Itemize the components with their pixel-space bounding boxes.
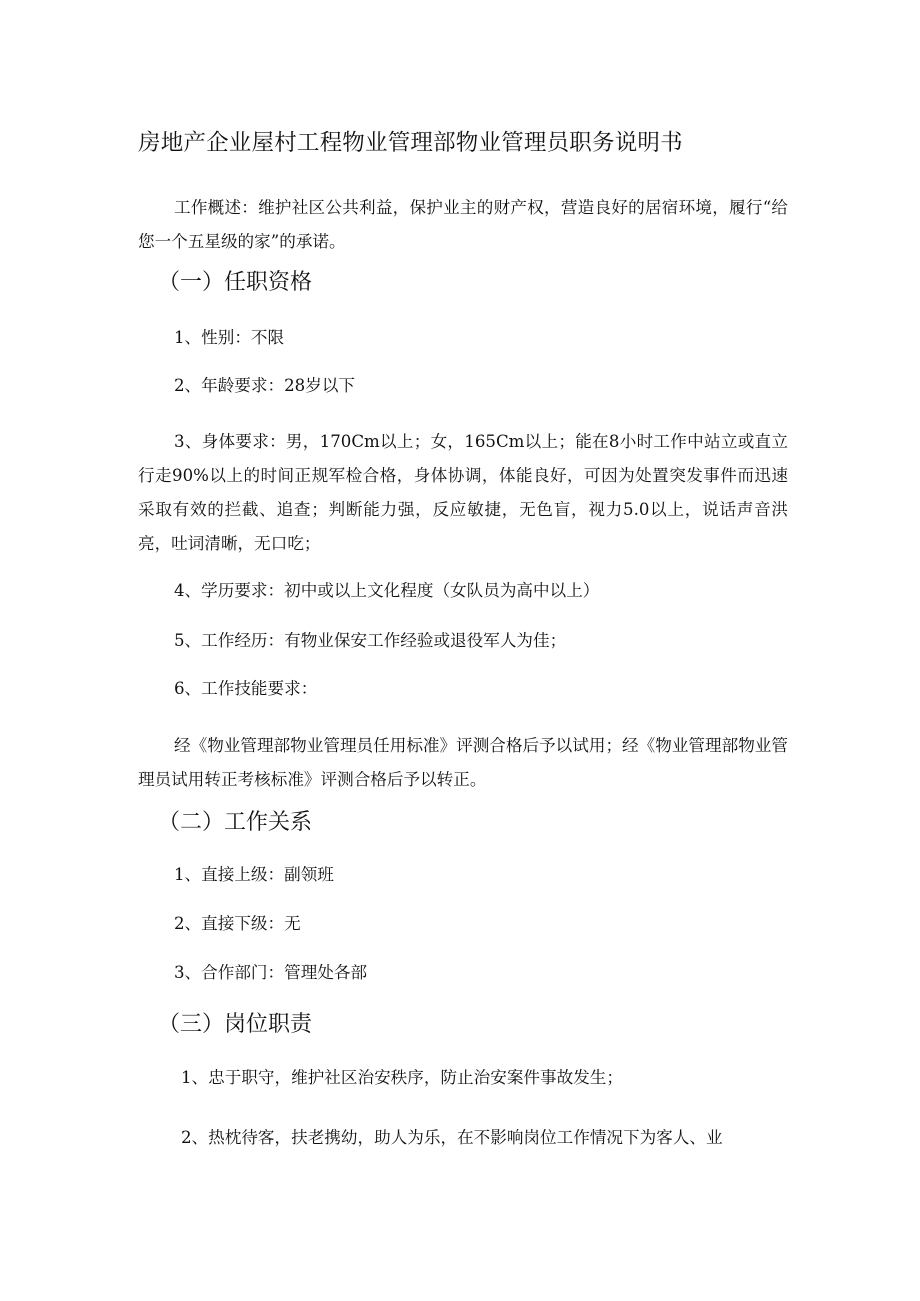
qualification-gender: 1、性别：不限 (174, 328, 285, 347)
work-overview: 工作概述：维护社区公共利益，保护业主的财产权，营造良好的居宿环境，履行“给您一个五星级的家”的承诺。 (138, 198, 788, 251)
duty-item: 2、热枕待客，扶老携幼，助人为乐，在不影响岗位工作情况下为客人、业 (181, 1128, 723, 1147)
qualification-experience: 5、工作经历：有物业保安工作经验或退役军人为佳； (174, 631, 567, 650)
section-heading-qualifications: （一）任职资格 (158, 270, 313, 295)
relation-cooperating-departments: 3、合作部门：管理处各部 (174, 963, 368, 982)
qualification-physical: 3、身体要求：男，170Cm以上；女，165Cm以上；能在8小时工作中站立或直立行走90%以上的时间正规军检合格，身体协调，体能良好，可因为处置突发事件而迅速采取有效的拦截、追查；判断能力强，反应敏捷，无色盲，视力5.0以上，说话声音洪亮，吐词清晰，无口吃； (138, 432, 788, 553)
duty-item: 1、忠于职守，维护社区治安秩序，防止治安案件事故发生； (181, 1068, 623, 1087)
qualification-skills: 6、工作技能要求： (174, 679, 318, 698)
relation-direct-subordinate: 2、直接下级：无 (174, 914, 301, 933)
section-heading-duties: （三）岗位职责 (158, 1012, 313, 1037)
qualification-assessment: 经《物业管理部物业管理员任用标准》评测合格后予以试用；经《物业管理部物业管理员试用转正考核标准》评测合格后予以转正。 (138, 736, 788, 789)
section-heading-work-relations: （二）工作关系 (158, 810, 313, 835)
relation-direct-superior: 1、直接上级：副领班 (174, 865, 334, 884)
qualification-age: 2、年龄要求：28岁以下 (174, 376, 356, 395)
document-title: 房地产企业屋村工程物业管理部物业管理员职务说明书 (138, 130, 683, 156)
qualification-education: 4、学历要求：初中或以上文化程度（女队员为高中以上） (174, 581, 600, 600)
